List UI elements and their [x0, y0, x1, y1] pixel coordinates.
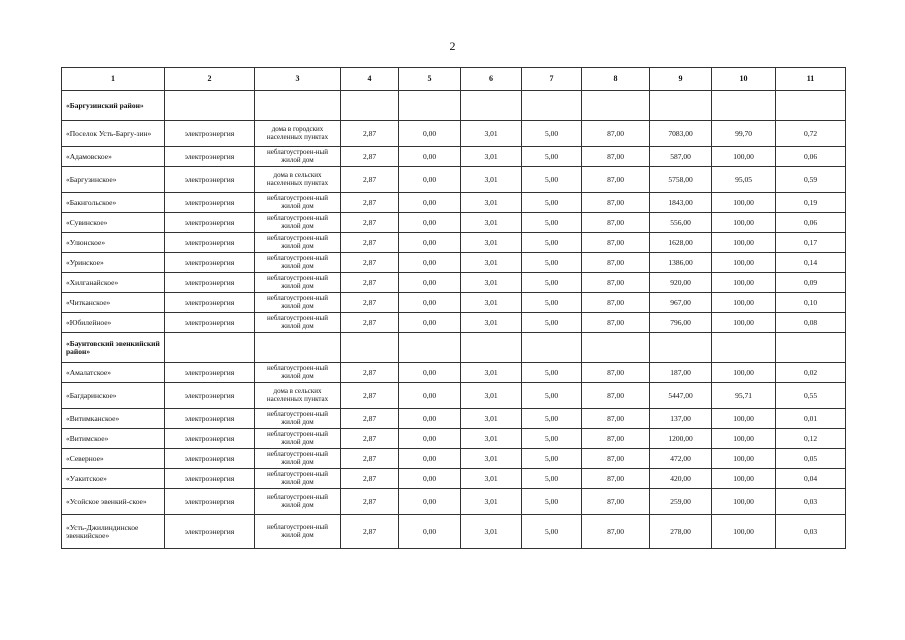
value-cell: 0,00 — [399, 469, 461, 489]
resource-cell: электроэнергия — [165, 273, 255, 293]
value-cell: 3,01 — [461, 193, 522, 213]
value-cell: 0,00 — [399, 233, 461, 253]
table-row — [62, 233, 846, 253]
value-cell: 87,00 — [582, 363, 650, 383]
value-cell: 5,00 — [522, 449, 582, 469]
value-cell: 5,00 — [522, 233, 582, 253]
housing-type-cell: неблагоустроен-ный жилой дом — [255, 469, 341, 489]
value-cell: 87,00 — [582, 293, 650, 313]
resource-cell: электроэнергия — [165, 293, 255, 313]
value-cell: 5,00 — [522, 213, 582, 233]
resource-cell: электроэнергия — [165, 449, 255, 469]
housing-type-cell: неблагоустроен-ный жилой дом — [255, 429, 341, 449]
value-cell: 3,01 — [461, 147, 522, 167]
housing-type-cell: неблагоустроен-ный жилой дом — [255, 253, 341, 273]
housing-type-cell: неблагоустроен-ный жилой дом — [255, 293, 341, 313]
empty-cell — [776, 91, 846, 121]
value-cell: 420,00 — [650, 469, 712, 489]
table-row — [62, 167, 846, 193]
section-title: «Баргузинский район» — [62, 91, 165, 121]
value-cell: 2,87 — [341, 409, 399, 429]
empty-cell — [650, 91, 712, 121]
housing-type-cell: неблагоустроен-ный жилой дом — [255, 363, 341, 383]
value-cell: 0,06 — [776, 213, 846, 233]
value-cell: 5,00 — [522, 409, 582, 429]
value-cell: 87,00 — [582, 193, 650, 213]
value-cell: 5,00 — [522, 273, 582, 293]
header-cell: 11 — [776, 68, 846, 91]
value-cell: 100,00 — [712, 313, 776, 333]
value-cell: 87,00 — [582, 147, 650, 167]
resource-cell: электроэнергия — [165, 489, 255, 515]
value-cell: 796,00 — [650, 313, 712, 333]
value-cell: 87,00 — [582, 489, 650, 515]
value-cell: 3,01 — [461, 383, 522, 409]
page-number: 2 — [449, 39, 456, 53]
value-cell: 0,00 — [399, 383, 461, 409]
resource-cell: электроэнергия — [165, 147, 255, 167]
header-row — [62, 68, 846, 91]
housing-type-cell: неблагоустроен-ный жилой дом — [255, 233, 341, 253]
value-cell: 0,00 — [399, 213, 461, 233]
table-row — [62, 409, 846, 429]
value-cell: 5,00 — [522, 253, 582, 273]
header-cell: 8 — [582, 68, 650, 91]
value-cell: 2,87 — [341, 293, 399, 313]
settlement-name: «Баргузинское» — [62, 167, 165, 193]
value-cell: 2,87 — [341, 121, 399, 147]
settlement-name: «Поселок Усть-Баргу-зин» — [62, 121, 165, 147]
table-row — [62, 313, 846, 333]
resource-cell: электроэнергия — [165, 233, 255, 253]
value-cell: 100,00 — [712, 469, 776, 489]
table-row — [62, 121, 846, 147]
value-cell: 187,00 — [650, 363, 712, 383]
empty-cell — [522, 333, 582, 363]
section-header-row — [62, 91, 846, 121]
settlement-name: «Адамовское» — [62, 147, 165, 167]
value-cell: 2,87 — [341, 515, 399, 549]
value-cell: 0,08 — [776, 313, 846, 333]
value-cell: 0,03 — [776, 515, 846, 549]
value-cell: 2,87 — [341, 429, 399, 449]
value-cell: 100,00 — [712, 233, 776, 253]
value-cell: 0,00 — [399, 409, 461, 429]
settlement-name: «Бакнгольское» — [62, 193, 165, 213]
value-cell: 87,00 — [582, 469, 650, 489]
header-cell: 6 — [461, 68, 522, 91]
value-cell: 0,12 — [776, 429, 846, 449]
value-cell: 87,00 — [582, 313, 650, 333]
table-row — [62, 273, 846, 293]
settlement-name: «Хилганайское» — [62, 273, 165, 293]
value-cell: 7083,00 — [650, 121, 712, 147]
value-cell: 0,00 — [399, 313, 461, 333]
value-cell: 5758,00 — [650, 167, 712, 193]
value-cell: 3,01 — [461, 167, 522, 193]
value-cell: 5,00 — [522, 121, 582, 147]
table-row — [62, 429, 846, 449]
housing-type-cell: дома в городских населенных пунктах — [255, 121, 341, 147]
value-cell: 3,01 — [461, 429, 522, 449]
value-cell: 100,00 — [712, 293, 776, 313]
table-row — [62, 515, 846, 549]
resource-cell: электроэнергия — [165, 469, 255, 489]
value-cell: 5447,00 — [650, 383, 712, 409]
empty-cell — [461, 333, 522, 363]
value-cell: 3,01 — [461, 449, 522, 469]
empty-cell — [165, 91, 255, 121]
resource-cell: электроэнергия — [165, 213, 255, 233]
value-cell: 87,00 — [582, 273, 650, 293]
value-cell: 3,01 — [461, 273, 522, 293]
settlement-name: «Витимское» — [62, 429, 165, 449]
empty-cell — [582, 333, 650, 363]
value-cell: 0,00 — [399, 253, 461, 273]
value-cell: 0,00 — [399, 293, 461, 313]
tariff-table — [61, 67, 846, 549]
value-cell: 0,09 — [776, 273, 846, 293]
value-cell: 2,87 — [341, 363, 399, 383]
value-cell: 87,00 — [582, 253, 650, 273]
header-cell: 2 — [165, 68, 255, 91]
header-cell: 9 — [650, 68, 712, 91]
value-cell: 1843,00 — [650, 193, 712, 213]
value-cell: 587,00 — [650, 147, 712, 167]
value-cell: 3,01 — [461, 409, 522, 429]
value-cell: 3,01 — [461, 363, 522, 383]
empty-cell — [399, 91, 461, 121]
value-cell: 2,87 — [341, 489, 399, 515]
table-row — [62, 193, 846, 213]
value-cell: 100,00 — [712, 363, 776, 383]
value-cell: 2,87 — [341, 147, 399, 167]
value-cell: 95,71 — [712, 383, 776, 409]
resource-cell: электроэнергия — [165, 383, 255, 409]
value-cell: 3,01 — [461, 121, 522, 147]
settlement-name: «Улюнское» — [62, 233, 165, 253]
value-cell: 87,00 — [582, 121, 650, 147]
empty-cell — [582, 91, 650, 121]
housing-type-cell: неблагоустроен-ный жилой дом — [255, 449, 341, 469]
value-cell: 2,87 — [341, 469, 399, 489]
value-cell: 3,01 — [461, 213, 522, 233]
housing-type-cell: неблагоустроен-ный жилой дом — [255, 515, 341, 549]
value-cell: 100,00 — [712, 409, 776, 429]
housing-type-cell: неблагоустроен-ный жилой дом — [255, 489, 341, 515]
value-cell: 95,05 — [712, 167, 776, 193]
empty-cell — [255, 333, 341, 363]
value-cell: 3,01 — [461, 469, 522, 489]
value-cell: 5,00 — [522, 193, 582, 213]
value-cell: 0,72 — [776, 121, 846, 147]
empty-cell — [650, 333, 712, 363]
value-cell: 2,87 — [341, 213, 399, 233]
value-cell: 0,04 — [776, 469, 846, 489]
value-cell: 0,00 — [399, 515, 461, 549]
value-cell: 3,01 — [461, 489, 522, 515]
table-row — [62, 489, 846, 515]
empty-cell — [255, 91, 341, 121]
value-cell: 5,00 — [522, 489, 582, 515]
table-row — [62, 469, 846, 489]
resource-cell: электроэнергия — [165, 121, 255, 147]
housing-type-cell: неблагоустроен-ный жилой дом — [255, 147, 341, 167]
housing-type-cell: неблагоустроен-ный жилой дом — [255, 273, 341, 293]
value-cell: 5,00 — [522, 167, 582, 193]
empty-cell — [165, 333, 255, 363]
value-cell: 5,00 — [522, 515, 582, 549]
table-row — [62, 449, 846, 469]
value-cell: 100,00 — [712, 213, 776, 233]
value-cell: 0,00 — [399, 273, 461, 293]
value-cell: 3,01 — [461, 253, 522, 273]
housing-type-cell: неблагоустроен-ный жилой дом — [255, 213, 341, 233]
value-cell: 920,00 — [650, 273, 712, 293]
value-cell: 1200,00 — [650, 429, 712, 449]
settlement-name: «Уринское» — [62, 253, 165, 273]
value-cell: 0,00 — [399, 167, 461, 193]
section-header-row — [62, 333, 846, 363]
table-row — [62, 213, 846, 233]
value-cell: 87,00 — [582, 449, 650, 469]
value-cell: 556,00 — [650, 213, 712, 233]
table-row — [62, 293, 846, 313]
value-cell: 0,00 — [399, 489, 461, 515]
value-cell: 2,87 — [341, 383, 399, 409]
resource-cell: электроэнергия — [165, 409, 255, 429]
empty-cell — [461, 91, 522, 121]
value-cell: 0,03 — [776, 489, 846, 515]
value-cell: 87,00 — [582, 167, 650, 193]
settlement-name: «Северное» — [62, 449, 165, 469]
settlement-name: «Усть-Джилиндинское эвенкийское» — [62, 515, 165, 549]
value-cell: 100,00 — [712, 515, 776, 549]
value-cell: 1386,00 — [650, 253, 712, 273]
header-cell: 7 — [522, 68, 582, 91]
value-cell: 87,00 — [582, 409, 650, 429]
value-cell: 100,00 — [712, 147, 776, 167]
resource-cell: электроэнергия — [165, 515, 255, 549]
header-cell: 10 — [712, 68, 776, 91]
resource-cell: электроэнергия — [165, 253, 255, 273]
value-cell: 5,00 — [522, 383, 582, 409]
housing-type-cell: неблагоустроен-ный жилой дом — [255, 193, 341, 213]
header-cell: 1 — [62, 68, 165, 91]
header-cell: 4 — [341, 68, 399, 91]
value-cell: 100,00 — [712, 429, 776, 449]
housing-type-cell: дома в сельских населенных пунктах — [255, 383, 341, 409]
value-cell: 137,00 — [650, 409, 712, 429]
value-cell: 2,87 — [341, 193, 399, 213]
value-cell: 3,01 — [461, 233, 522, 253]
value-cell: 3,01 — [461, 313, 522, 333]
empty-cell — [399, 333, 461, 363]
value-cell: 0,00 — [399, 363, 461, 383]
value-cell: 87,00 — [582, 383, 650, 409]
resource-cell: электроэнергия — [165, 193, 255, 213]
value-cell: 5,00 — [522, 429, 582, 449]
value-cell: 100,00 — [712, 193, 776, 213]
value-cell: 2,87 — [341, 167, 399, 193]
empty-cell — [341, 333, 399, 363]
settlement-name: «Усойское эвенкий-ское» — [62, 489, 165, 515]
resource-cell: электроэнергия — [165, 429, 255, 449]
value-cell: 0,14 — [776, 253, 846, 273]
value-cell: 2,87 — [341, 253, 399, 273]
value-cell: 0,19 — [776, 193, 846, 213]
value-cell: 100,00 — [712, 273, 776, 293]
empty-cell — [712, 91, 776, 121]
value-cell: 87,00 — [582, 515, 650, 549]
value-cell: 87,00 — [582, 233, 650, 253]
value-cell: 99,70 — [712, 121, 776, 147]
settlement-name: «Уакитское» — [62, 469, 165, 489]
empty-cell — [712, 333, 776, 363]
value-cell: 0,01 — [776, 409, 846, 429]
header-cell: 3 — [255, 68, 341, 91]
settlement-name: «Багдаринское» — [62, 383, 165, 409]
value-cell: 5,00 — [522, 293, 582, 313]
value-cell: 0,00 — [399, 193, 461, 213]
table-row — [62, 383, 846, 409]
value-cell: 5,00 — [522, 147, 582, 167]
value-cell: 0,00 — [399, 429, 461, 449]
resource-cell: электроэнергия — [165, 363, 255, 383]
empty-cell — [522, 91, 582, 121]
value-cell: 967,00 — [650, 293, 712, 313]
value-cell: 0,55 — [776, 383, 846, 409]
value-cell: 3,01 — [461, 515, 522, 549]
empty-cell — [341, 91, 399, 121]
resource-cell: электроэнергия — [165, 167, 255, 193]
value-cell: 5,00 — [522, 469, 582, 489]
settlement-name: «Витимканское» — [62, 409, 165, 429]
value-cell: 100,00 — [712, 253, 776, 273]
value-cell: 5,00 — [522, 313, 582, 333]
value-cell: 0,10 — [776, 293, 846, 313]
settlement-name: «Читканское» — [62, 293, 165, 313]
value-cell: 5,00 — [522, 363, 582, 383]
empty-cell — [776, 333, 846, 363]
value-cell: 1628,00 — [650, 233, 712, 253]
value-cell: 259,00 — [650, 489, 712, 515]
value-cell: 0,02 — [776, 363, 846, 383]
value-cell: 472,00 — [650, 449, 712, 469]
value-cell: 0,17 — [776, 233, 846, 253]
value-cell: 278,00 — [650, 515, 712, 549]
value-cell: 100,00 — [712, 449, 776, 469]
value-cell: 0,05 — [776, 449, 846, 469]
value-cell: 0,00 — [399, 147, 461, 167]
value-cell: 2,87 — [341, 273, 399, 293]
settlement-name: «Юбилейное» — [62, 313, 165, 333]
section-title: «Баунтовский эвенкийский район» — [62, 333, 165, 363]
value-cell: 100,00 — [712, 489, 776, 515]
header-cell: 5 — [399, 68, 461, 91]
value-cell: 3,01 — [461, 293, 522, 313]
resource-cell: электроэнергия — [165, 313, 255, 333]
value-cell: 0,59 — [776, 167, 846, 193]
value-cell: 87,00 — [582, 213, 650, 233]
value-cell: 0,06 — [776, 147, 846, 167]
housing-type-cell: неблагоустроен-ный жилой дом — [255, 313, 341, 333]
settlement-name: «Сувинское» — [62, 213, 165, 233]
value-cell: 2,87 — [341, 449, 399, 469]
value-cell: 87,00 — [582, 429, 650, 449]
value-cell: 0,00 — [399, 449, 461, 469]
value-cell: 2,87 — [341, 233, 399, 253]
table-row — [62, 363, 846, 383]
value-cell: 0,00 — [399, 121, 461, 147]
settlement-name: «Амалатское» — [62, 363, 165, 383]
housing-type-cell: дома в сельских населенных пунктах — [255, 167, 341, 193]
table-row — [62, 253, 846, 273]
housing-type-cell: неблагоустроен-ный жилой дом — [255, 409, 341, 429]
table-row — [62, 147, 846, 167]
value-cell: 2,87 — [341, 313, 399, 333]
